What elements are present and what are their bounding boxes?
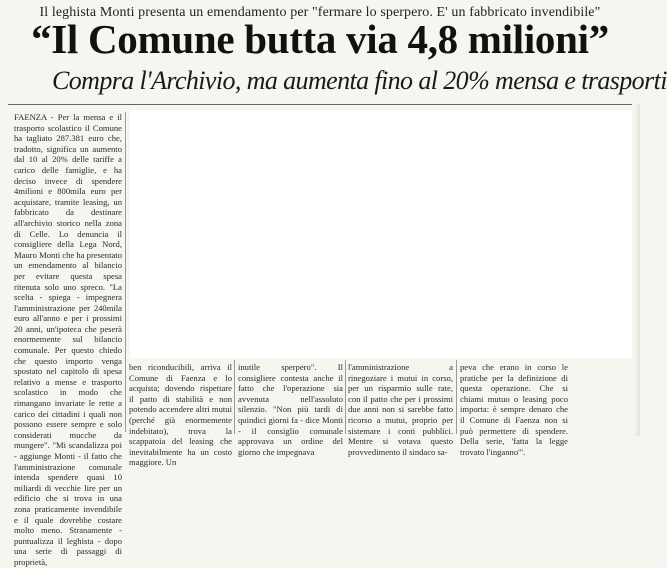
article-column-1: [14, 112, 122, 567]
column-2-text: ben riconducibili, arriva il Comune di Faenza e lo acquista; dovendo rispettare il patto di stabilità e non potendo accendere altri mutui (perché già enormemente indebitato), trova la scappatoia del leasing che inevitabilmente ha un costo maggiore. Un: [129, 362, 232, 468]
column-3-text: inutile sperpero". Il consigliere contesta anche il fatto che l'operazione sia avvenuta nell'assoluto silenzio. "Non più tardi di quindici giorni fa - dice Monti - il consiglio comunale approvava un ordine del giorno che impegnava: [238, 362, 343, 457]
page-edge-shadow: [634, 104, 640, 436]
article-column-2: [129, 362, 232, 468]
column-divider: [125, 112, 126, 432]
column-divider: [345, 360, 346, 434]
article-column-4: [348, 362, 453, 457]
headline-divider: [8, 104, 632, 105]
article-kicker: Il leghista Monti presenta un emendamento per "fermare lo sperpero. E' un fabbricato invendibile": [39, 5, 601, 20]
column-divider: [234, 360, 235, 434]
column-divider: [456, 360, 457, 434]
article-column-5: [460, 362, 568, 457]
article-subheadline: Compra l'Archivio, ma aumenta fino al 20% mensa e trasporti: [52, 66, 667, 95]
column-1-text: FAENZA - Per la mensa e il trasporto scolastico il Comune ha tagliato 287.381 euro che, tradotto, significa un aumento dal 10 al 20% delle tariffe a carico delle famiglie, e ha deciso invece di spendere 4milioni e 800mila euro per acquistare, tramite leasing, un fabbricato da destinare all'archivio storico nella zona di Celle. Lo denuncia il consigliere della Lega Nord, Mauro Monti che ha presentato un emendamento al bilancio per evitare questa spesa ritenuta solo uno spreco. "La scelta - spiega - impegnera l'amministrazione per 240mila euro all'anno e per i prossimi 20 anni, un'ipoteca che peserà enormemente sul bilancio comunale. Per questo chiedo che questo importo venga spostato nel capitolo di spesa relativo a mense e trasporto scolastico in modo che rimangano invariate le rette a carico dei cittadini i quali non possono essere sempre e solo considerati mucche da mungere". "Mi scandalizza poi - aggiunge Monti - il fatto che l'amministrazione comunale intenda spendere quasi 10 miliardi di vecchie lire per un edificio che si trova in una zona praticamente invendibile e il quale dovrebbe costare molto meno. Stranamente - puntualizza il leghista - dopo una serie di passaggi di proprietà,: [14, 112, 122, 567]
blank-image-area: [130, 110, 632, 358]
article-column-3: [238, 362, 343, 457]
article-headline: “Il Comune butta via 4,8 milioni”: [31, 16, 609, 62]
column-5-text: peva che erano in corso le pratiche per la definizione di questa operazione. Che si chiami mutuo o leasing poco importa: è sempre denaro che il Comune di Faenza non si può permettere di spendere. Della serie, 'fatta la legge trovato l'inganno'".: [460, 362, 568, 457]
column-4-text: l'amministrazione a rinegoziare i mutui in corso, per un risparmio sulle rate, con il patto che per i prossimi due anni non si sarebbe fatto ricorso a mutui, proprio per sistemare i conti pubblici. Mentre si votava questo provvedimento il sindaco sa-: [348, 362, 453, 457]
